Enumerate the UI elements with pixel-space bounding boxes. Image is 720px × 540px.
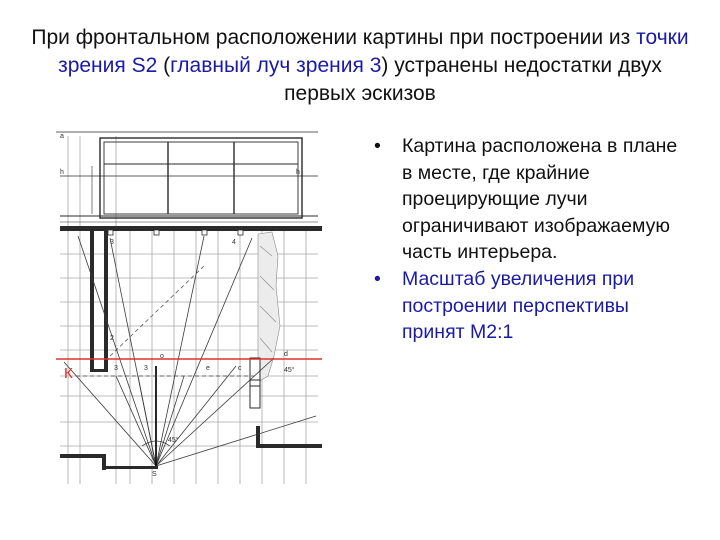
label-h-right: h — [296, 169, 300, 176]
label-4-top: 4 — [232, 239, 236, 246]
label-2: 2 — [110, 335, 114, 342]
right-wall-boxes — [250, 358, 260, 408]
bullet-text: Масштаб увеличения при построении перспективы принят М2:1 — [402, 267, 635, 344]
bullet-item-2 — [366, 266, 686, 346]
grid — [60, 136, 318, 484]
bullet-list — [366, 133, 686, 346]
label-3-top: 3 — [110, 239, 114, 246]
label-3-low: 3 — [144, 365, 148, 372]
title-part-3: ( — [157, 54, 171, 77]
slide-title — [20, 24, 700, 108]
label-e: e — [206, 365, 210, 372]
label-s: S — [152, 471, 157, 478]
label-d: d — [284, 351, 288, 358]
label-k: К — [64, 365, 73, 382]
title-part-1: При фронтальном расположении картины при построении из — [31, 26, 637, 49]
label-o: o — [160, 353, 164, 360]
bullet-marker: • — [374, 267, 381, 290]
label-h: h — [60, 169, 64, 176]
window-elevation — [56, 132, 318, 222]
label-c: c — [238, 365, 242, 372]
projecting-rays — [64, 236, 316, 466]
perspective-construction-drawing — [56, 126, 324, 486]
plan-walls — [60, 226, 322, 470]
bullet-marker: • — [374, 135, 381, 157]
bullet-item-1 — [366, 133, 686, 266]
bullet-text: Картина расположена в плане в месте, где крайние проецирующие лучи ограничивают изображаемую часть интерьера. — [402, 135, 678, 264]
label-3-mid: 3 — [114, 365, 118, 372]
label-a: a — [60, 133, 64, 140]
label-45-bottom: 45° — [168, 437, 179, 444]
title-highlight-main-ray: главный луч зрения 3 — [170, 54, 382, 77]
title-part-5: ) устранены недостатки двух первых эскизов — [284, 54, 662, 105]
title-highlight-viewpoint: точки зрения S2 — [58, 26, 689, 77]
label-45-right: 45° — [284, 367, 295, 374]
